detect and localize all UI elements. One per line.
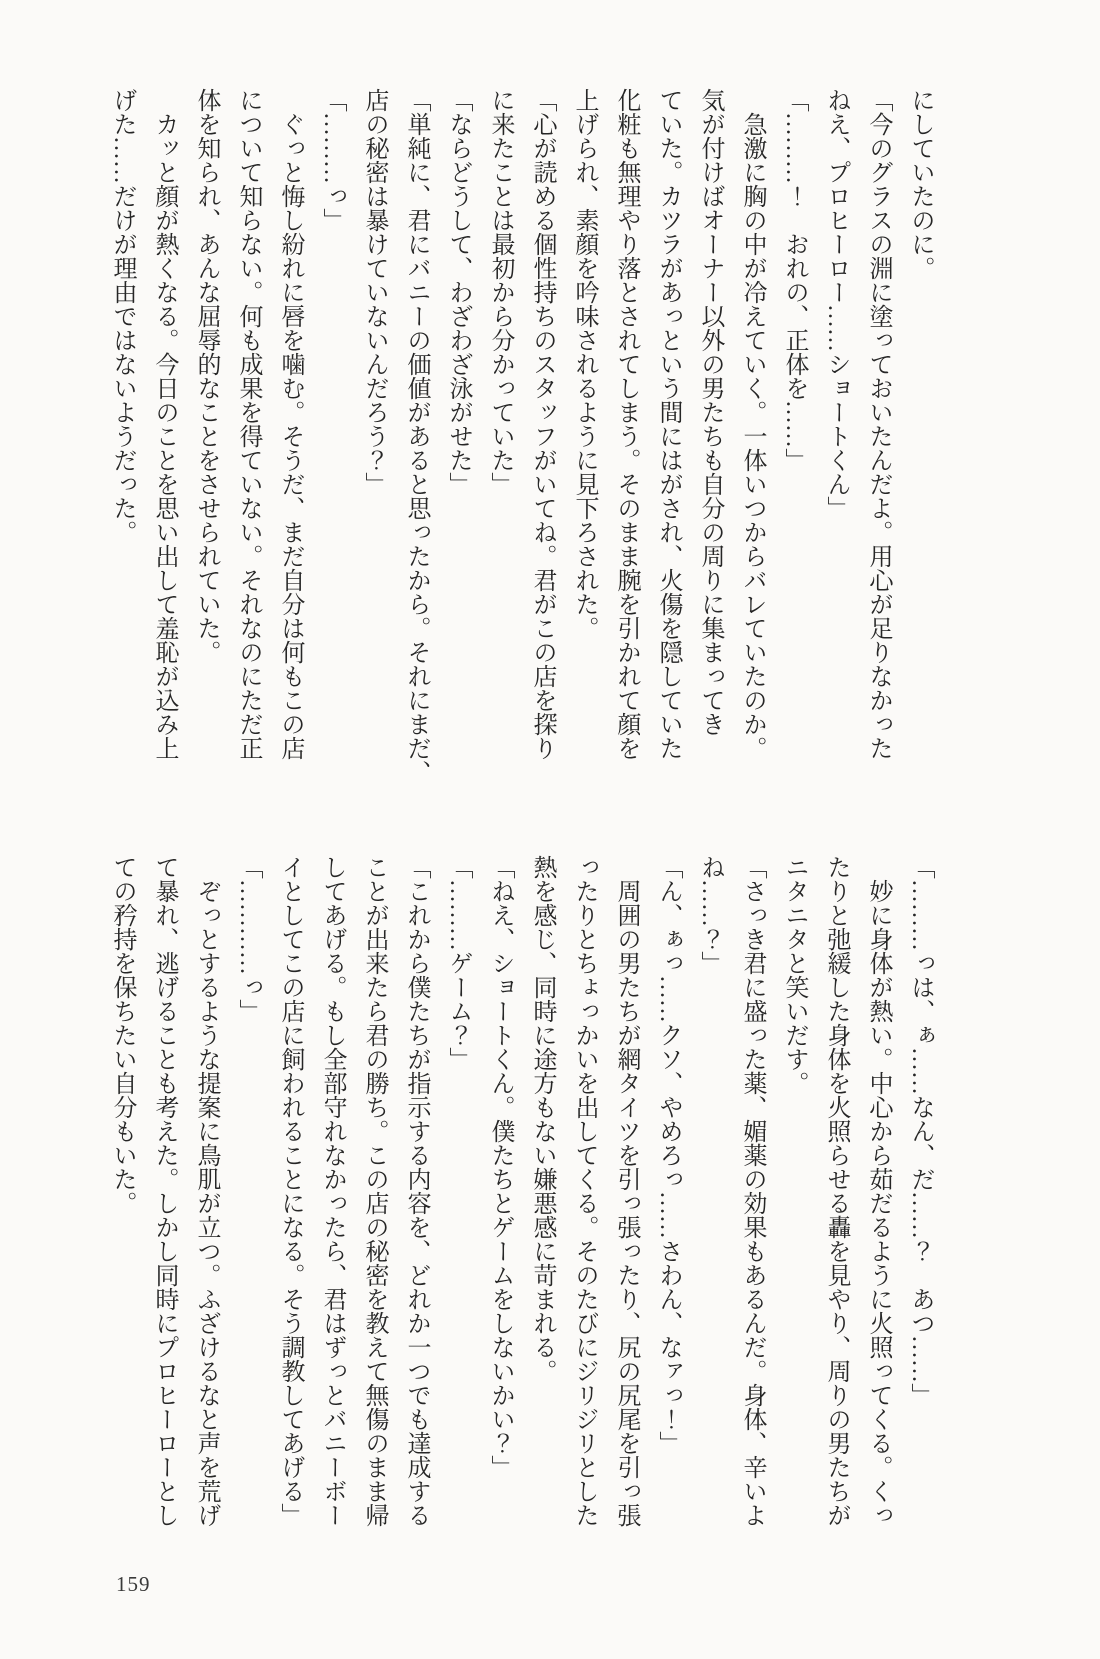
text-column: 急激に胸の中が冷えていく。一体いつからバレていたのか。 (739, 88, 765, 760)
text-column: たりと弛緩した身体を火照らせる轟を見やり、周りの男たちが (823, 855, 849, 1527)
text-column: ったりとちょっかいを出してくる。そのたびにジリジリとした (571, 855, 597, 1527)
text-column: 「心が読める個性持ちのスタッフがいてね。君がこの店を探り (529, 88, 555, 760)
text-column: 「………っは、ぁ……なん、だ……？ あつ……」 (907, 855, 933, 1407)
text-column: 「単純に、君にバニーの価値があると思ったから。それにまだ、 (403, 88, 429, 784)
text-column: ぐっと悔し紛れに唇を噛む。そうだ、まだ自分は何もこの店 (277, 88, 303, 760)
text-column: げた……だけが理由ではないようだった。 (109, 88, 135, 544)
text-section-bottom (101, 855, 941, 1531)
text-column: に来たことは最初から分かっていた」 (487, 88, 513, 496)
text-column: 熱を感じ、同時に途方もない嫌悪感に苛まれる。 (529, 855, 555, 1383)
text-column: 「…………っ」 (235, 855, 261, 1023)
text-column: 店の秘密は暴けていないんだろう？」 (361, 88, 387, 496)
text-column: 周囲の男たちが網タイツを引っ張ったり、尻の尻尾を引っ張 (613, 855, 639, 1527)
text-column: 「………っ」 (319, 88, 345, 232)
text-column: ていた。カツラがあっという間にはがされ、火傷を隠していた (655, 88, 681, 760)
text-column: 「さっき君に盛った薬、媚薬の効果もあるんだ。身体、辛いよ (739, 855, 765, 1527)
text-column: 気が付けばオーナー以外の男たちも自分の周りに集まってき (697, 88, 723, 736)
text-column: してあげる。もし全部守れなかったら、君はずっとバニーボー (319, 855, 345, 1527)
text-column: 「ねえ、ショートくん。僕たちとゲームをしないかい？」 (487, 855, 513, 1479)
text-column: ことが出来たら君の勝ち。この店の秘密を教えて無傷のまま帰 (361, 855, 387, 1527)
text-column: ニタニタと笑いだす。 (781, 855, 807, 1095)
page-number: 159 (116, 1572, 151, 1596)
text-column: ぞっとするような提案に鳥肌が立つ。ふざけるなと声を荒げ (193, 855, 219, 1527)
text-column: て暴れ、逃げることも考えた。しかし同時にプロヒーローとし (151, 855, 177, 1527)
text-column: 「………！ おれの、正体を……」 (781, 88, 807, 472)
text-column: 「ん、ぁっ……クソ、やめろっ……さわん、なァっ！」 (655, 855, 681, 1455)
text-column: 妙に身体が熱い。中心から茹だるように火照ってくる。くっ (865, 855, 891, 1527)
text-column: 「………ゲーム？」 (445, 855, 471, 1071)
text-column: ね……？」 (697, 855, 723, 975)
text-column: について知らない。何も成果を得ていない。それなのにただ正 (235, 88, 261, 760)
text-column: 「今のグラスの淵に塗っておいたんだよ。用心が足りなかった (865, 88, 891, 760)
text-column: 化粧も無理やり落とされてしまう。そのまま腕を引かれて顔を (613, 88, 639, 760)
text-column: 「ならどうして、わざわざ泳がせた」 (445, 88, 471, 496)
text-column: 上げられ、素顔を吟味されるように見下ろされた。 (571, 88, 597, 640)
text-section-top (101, 88, 941, 784)
text-column: ての矜持を保ちたい自分もいた。 (109, 855, 135, 1215)
text-column: ねえ、プロヒーロー……ショートくん」 (823, 88, 849, 520)
text-column: 「これから僕たちが指示する内容を、どれか一つでも達成する (403, 855, 429, 1527)
text-column: イとしてこの店に飼われることになる。そう調教してあげる」 (277, 855, 303, 1527)
text-column: カッと顔が熱くなる。今日のことを思い出して羞恥が込み上 (151, 88, 177, 760)
text-column: 体を知られ、あんな屈辱的なことをさせられていた。 (193, 88, 219, 664)
text-column: にしていたのに。 (907, 88, 933, 280)
